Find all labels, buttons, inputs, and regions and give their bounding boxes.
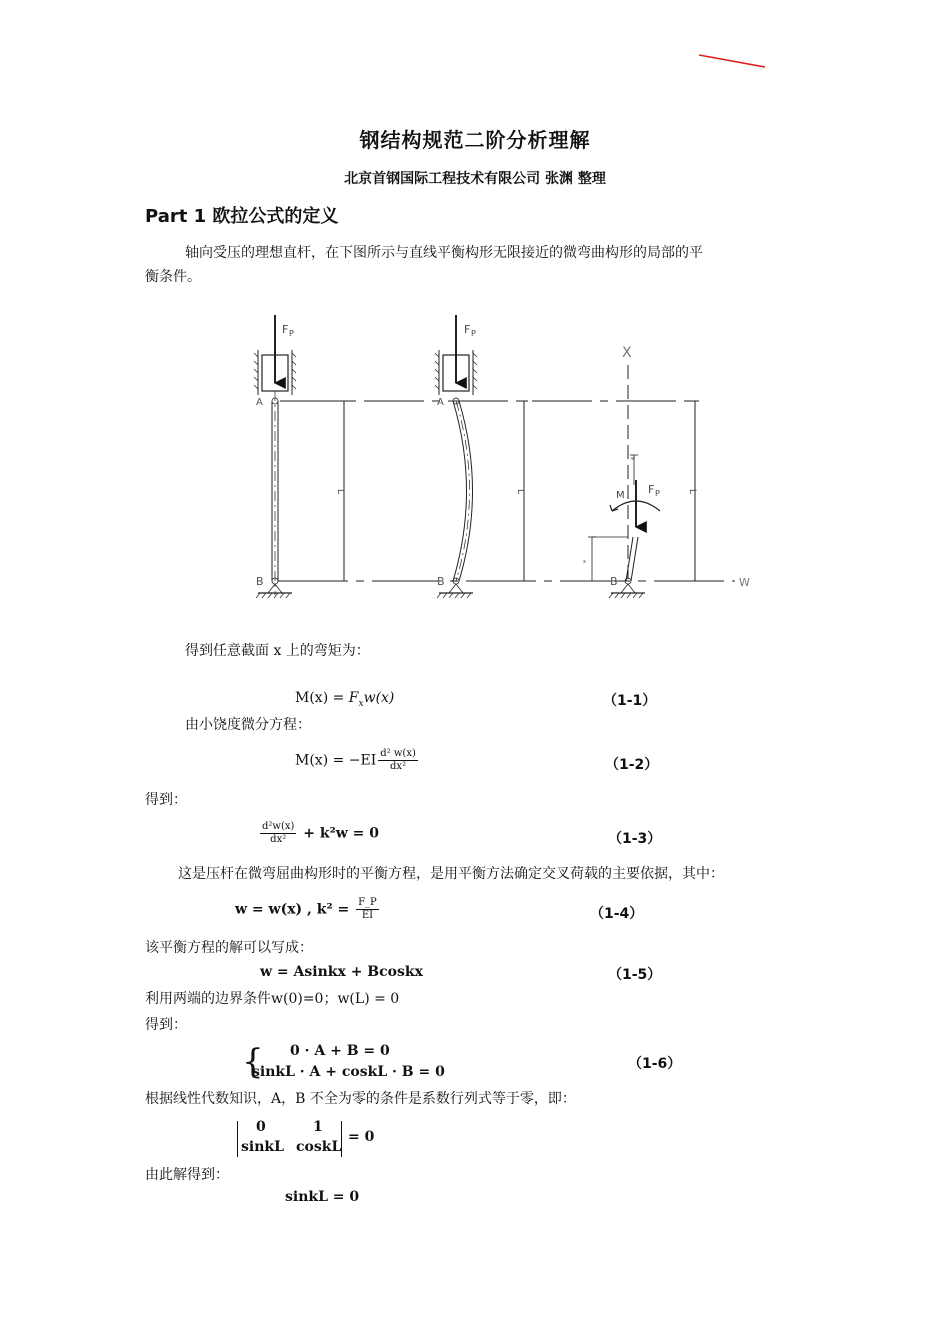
length-label-1: L — [335, 489, 345, 495]
get-text-2: 得到： — [145, 1017, 187, 1033]
straight-column — [254, 315, 348, 598]
small-deflection-intro: 由小饶度微分方程： — [185, 717, 311, 733]
equation-1-4: w = w(x) , k² = $\frac{F\_P}{EI}$ — [235, 897, 377, 921]
node-a-label-1: A — [256, 397, 263, 408]
equation-1-2: M(x) = −EI $\frac{\text{d² w(x)}}{\text{dx²}}$ — [295, 748, 416, 772]
x-axis-label: X — [622, 345, 632, 361]
determinant-left-bar — [237, 1121, 238, 1157]
equation-system-brace: { — [242, 1042, 264, 1082]
det-a22: coskL — [296, 1139, 342, 1155]
force-label-2: F — [464, 323, 471, 336]
node-b-label-3: B — [610, 575, 618, 588]
coord-w-label: w — [631, 456, 636, 462]
buckled-column — [435, 315, 528, 598]
equation-1-6-row1: 0 · A + B = 0 — [290, 1043, 390, 1059]
length-label-3: L — [687, 489, 697, 495]
red-pen-mark — [695, 50, 770, 72]
node-a-label-2: A — [437, 397, 444, 408]
document-author: 北京首钢国际工程技术有限公司 张渊 整理 — [344, 171, 606, 187]
final-equation: sinkL = 0 — [285, 1189, 360, 1205]
moment-intro: 得到任意截面 x 上的弯矩为： — [185, 643, 370, 659]
equation-1-1: $M(x) = F_xw(x)$ — [295, 690, 395, 709]
length-label-2: L — [515, 489, 525, 495]
node-b-label-1: B — [256, 575, 264, 588]
intro-paragraph-line2: 衡条件。 — [145, 269, 201, 285]
equation-1-6-row2: sinkL · A + coskL · B = 0 — [252, 1064, 445, 1080]
column-buckling-figure — [240, 305, 760, 605]
det-a12: 1 — [313, 1119, 323, 1135]
document-title: 钢结构规范二阶分析理解 — [359, 128, 591, 152]
equation-number-1-5: （1-5） — [608, 967, 662, 983]
boundary-conditions: 利用两端的边界条件w(0)=0；w(L) = 0 — [145, 991, 400, 1007]
equation-number-1-3: （1-3） — [608, 831, 662, 847]
coord-x-label: x — [583, 559, 586, 565]
equation-number-1-1: （1-1） — [603, 693, 657, 709]
equation-number-1-4: （1-4） — [590, 906, 644, 922]
det-a21: sinkL — [241, 1139, 284, 1155]
equilibrium-description: 这是压杆在微弯屈曲构形时的平衡方程，是用平衡方法确定交叉荷载的主要依据，其中： — [178, 866, 724, 882]
w-axis-label: W — [739, 576, 750, 589]
svg-text:P: P — [655, 489, 660, 498]
section-heading: Part 1 欧拉公式的定义 — [145, 206, 339, 227]
free-body-diagram — [588, 365, 699, 598]
determinant-description: 根据线性代数知识，A，B 不全为零的条件是系数行列式等于零，即： — [145, 1091, 576, 1107]
svg-text:P: P — [471, 329, 476, 338]
get-text-1: 得到： — [145, 792, 187, 808]
equation-1-3: $\frac{\text{d²w(x)}}{\text{dx²}}$ + k²w = 0 — [262, 821, 380, 845]
equation-number-1-6: （1-6） — [628, 1056, 682, 1072]
moment-label: M — [616, 490, 625, 501]
det-a11: 0 — [256, 1119, 266, 1135]
force-label-3: F — [648, 483, 655, 496]
node-b-label-2: B — [437, 575, 445, 588]
equation-1-5: w = Asinkx + Bcoskx — [260, 964, 423, 980]
intro-paragraph-line1: 轴向受压的理想直杆，在下图所示与直线平衡构形无限接近的微弯曲构形的局部的平 — [185, 245, 703, 261]
svg-text:P: P — [289, 329, 294, 338]
result-intro: 由此解得到： — [145, 1167, 229, 1183]
force-label-1: F — [282, 323, 289, 336]
solution-intro: 该平衡方程的解可以写成： — [145, 940, 313, 956]
det-rhs: = 0 — [348, 1129, 375, 1145]
equation-number-1-2: （1-2） — [605, 757, 659, 773]
